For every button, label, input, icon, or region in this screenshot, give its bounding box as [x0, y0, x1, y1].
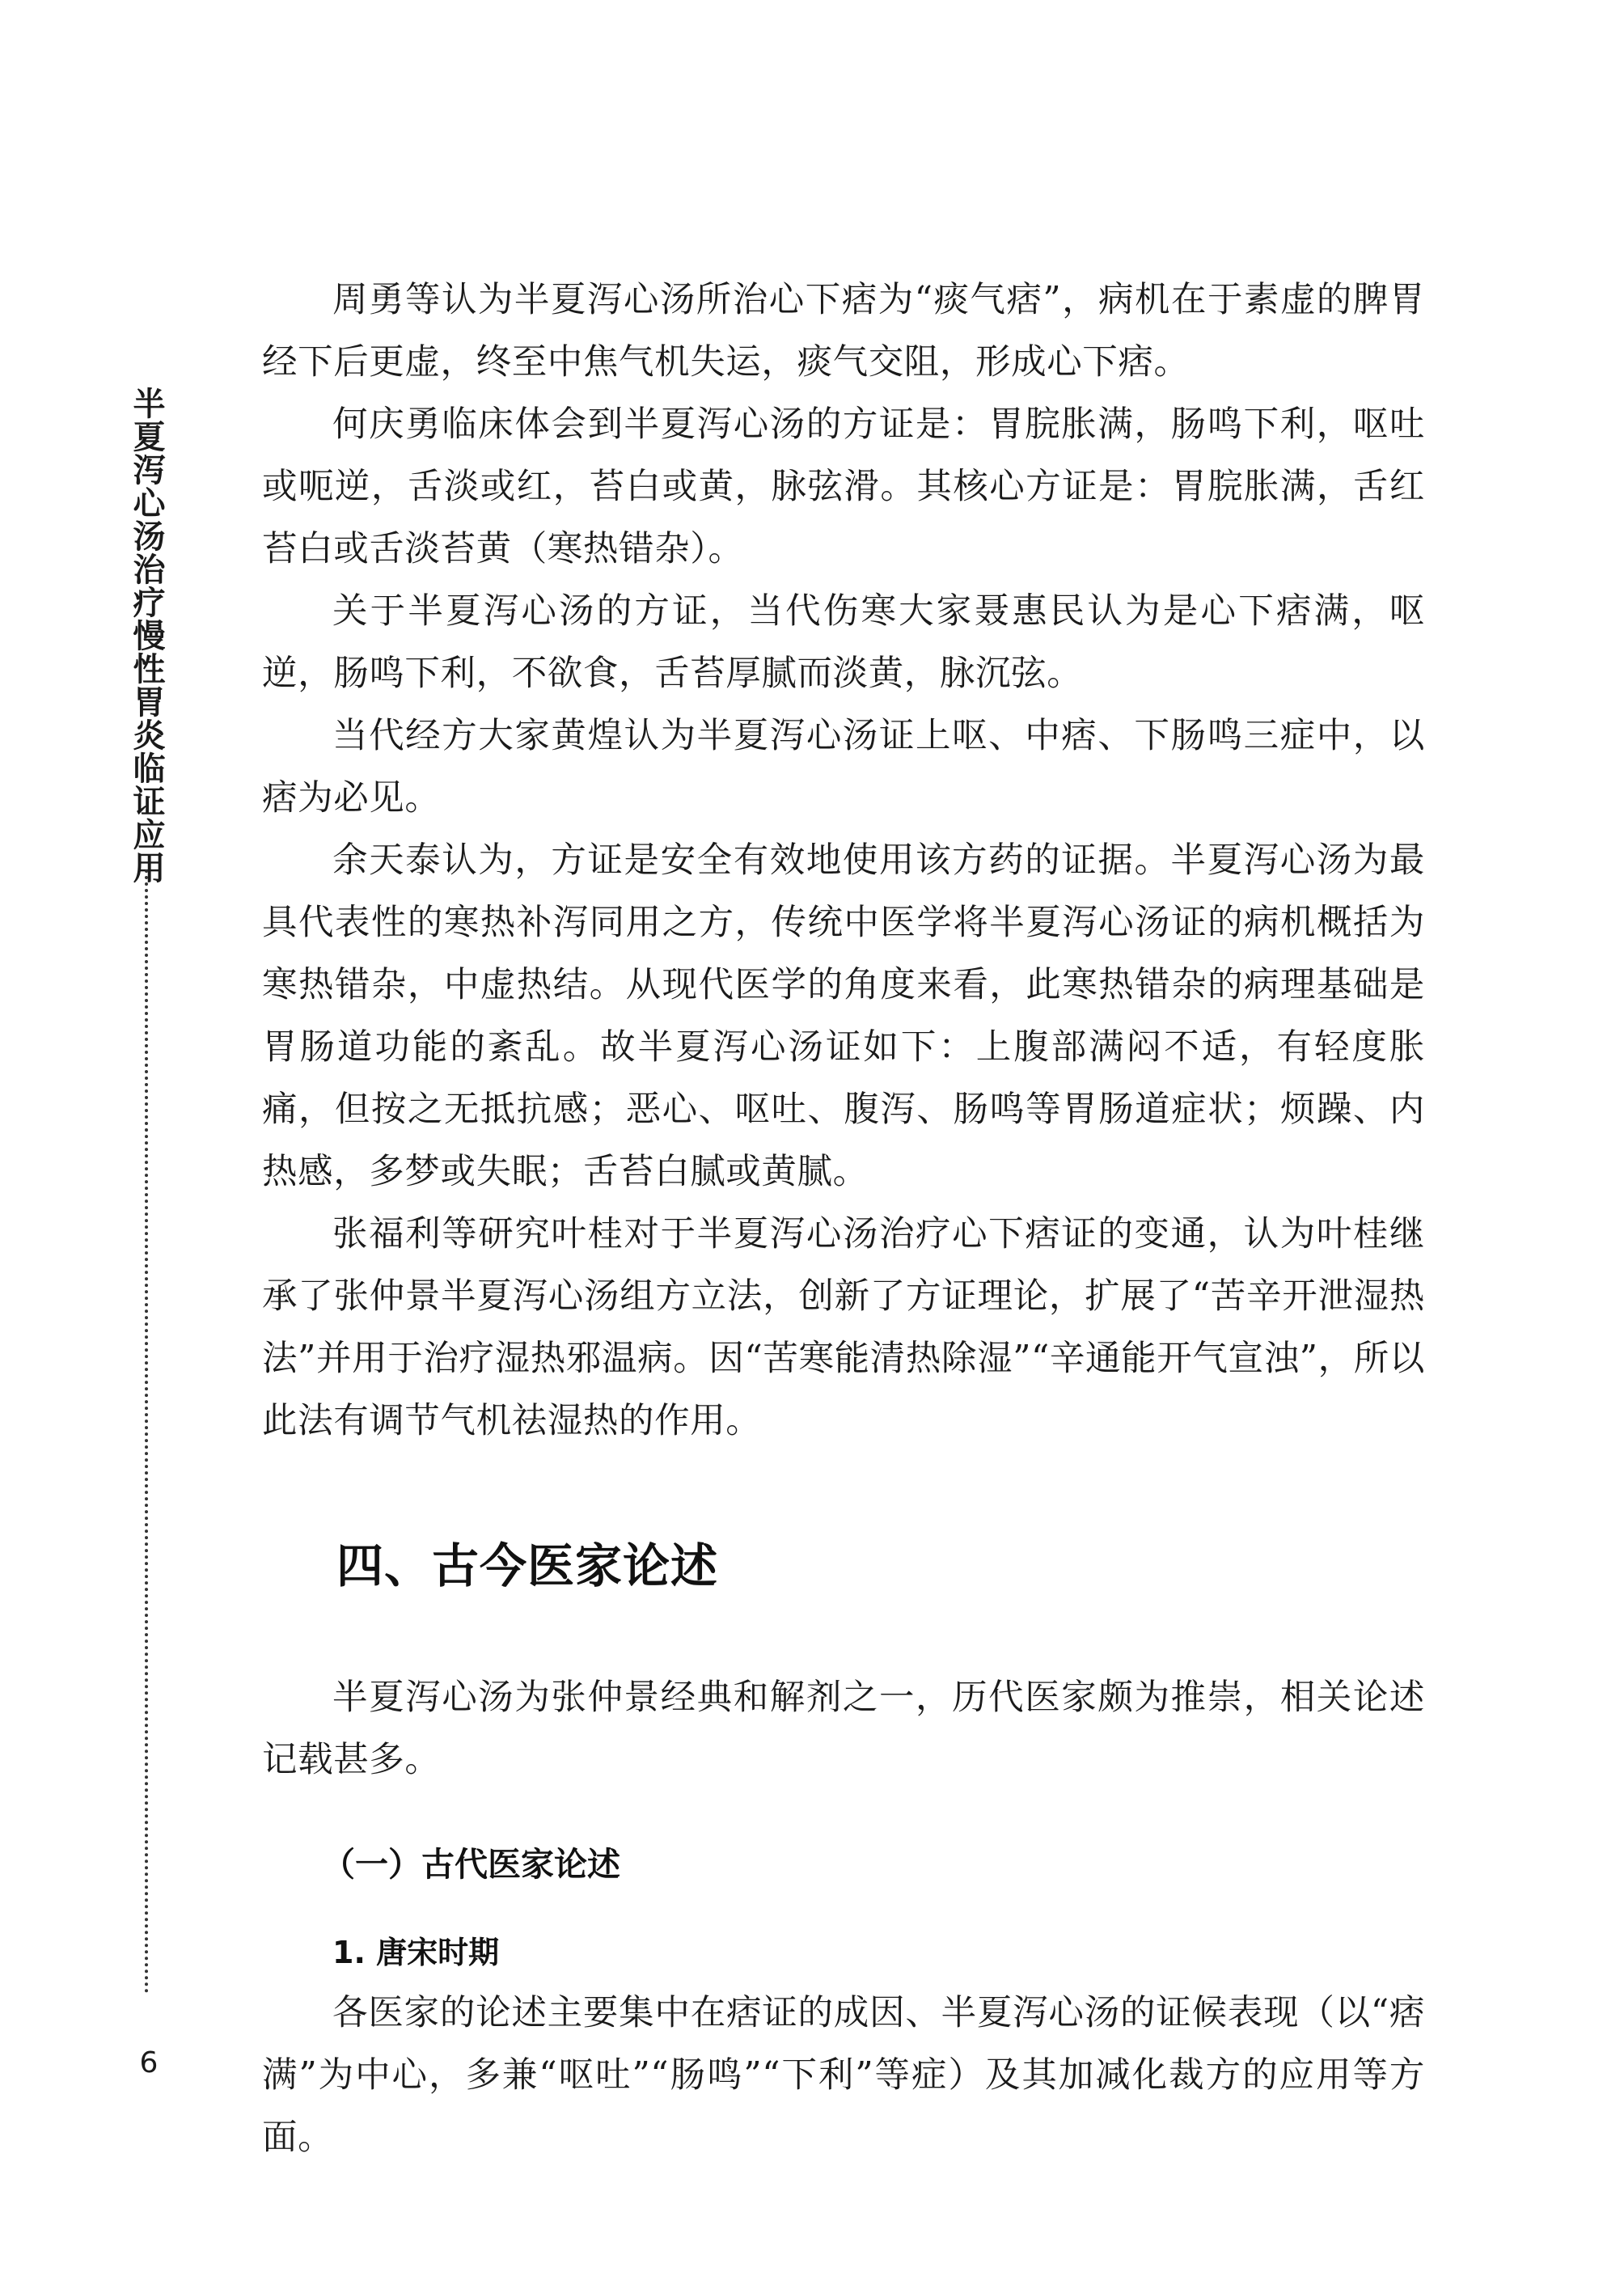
- paragraph: 余天泰认为，方证是安全有效地使用该方药的证据。半夏泻心汤为最具代表性的寒热补泻同用之方，传统中医学将半夏泻心汤证的病机概括为寒热错杂，中虚热结。从现代医学的角度来看，此寒热错杂的病理基础是胃肠道功能的紊乱。故半夏泻心汤证如下：上腹部满闷不适，有轻度胀痛，但按之无抵抗感；恶心、呕吐、腹泻、肠鸣等胃肠道症状；烦躁、内热感，多梦或失眠；舌苔白腻或黄腻。: [262, 840, 1425, 1192]
- running-book-title: 半夏泻心汤治疗慢性胃炎临证应用: [128, 387, 165, 884]
- section-heading: 四、古今医家论述: [336, 1538, 719, 1593]
- paragraph: 周勇等认为半夏泻心汤所治心下痞为“痰气痞”，病机在于素虚的脾胃经下后更虚，终至中焦气机失运，痰气交阻，形成心下痞。: [262, 280, 1425, 383]
- paragraph: 关于半夏泻心汤的方证，当代伤寒大家聂惠民认为是心下痞满，呕逆，肠鸣下利，不欲食，舌苔厚腻而淡黄，脉沉弦。: [262, 591, 1425, 694]
- subsection-heading: （一）古代医家论述: [322, 1845, 620, 1884]
- section-intro-paragraph: 半夏泻心汤为张仲景经典和解剂之一，历代医家颇为推崇，相关论述记载甚多。: [262, 1677, 1425, 1780]
- dotted-divider: [145, 869, 148, 1994]
- paragraph: 各医家的论述主要集中在痞证的成因、半夏泻心汤的证候表现（以“痞满”为中心，多兼“呕吐”“肠鸣”“下利”等症）及其加减化裁方的应用等方面。: [262, 1993, 1425, 2158]
- period-heading: 1. 唐宋时期: [332, 1935, 500, 1970]
- page-number: 6: [139, 2046, 159, 2079]
- paragraph: 当代经方大家黄煌认为半夏泻心汤证上呕、中痞、下肠鸣三症中，以痞为必见。: [262, 716, 1425, 819]
- paragraph: 张福利等研究叶桂对于半夏泻心汤治疗心下痞证的变通，认为叶桂继承了张仲景半夏泻心汤组方立法，创新了方证理论，扩展了“苦辛开泄湿热法”并用于治疗湿热邪温病。因“苦寒能清热除湿”“辛通能开气宣浊”，所以此法有调节气机祛湿热的作用。: [262, 1214, 1425, 1441]
- page-body: [262, 269, 1425, 2169]
- paragraph: 何庆勇临床体会到半夏泻心汤的方证是：胃脘胀满，肠鸣下利，呕吐或呃逆，舌淡或红，苔白或黄，脉弦滑。其核心方证是：胃脘胀满，舌红苔白或舌淡苔黄（寒热错杂）。: [262, 404, 1425, 569]
